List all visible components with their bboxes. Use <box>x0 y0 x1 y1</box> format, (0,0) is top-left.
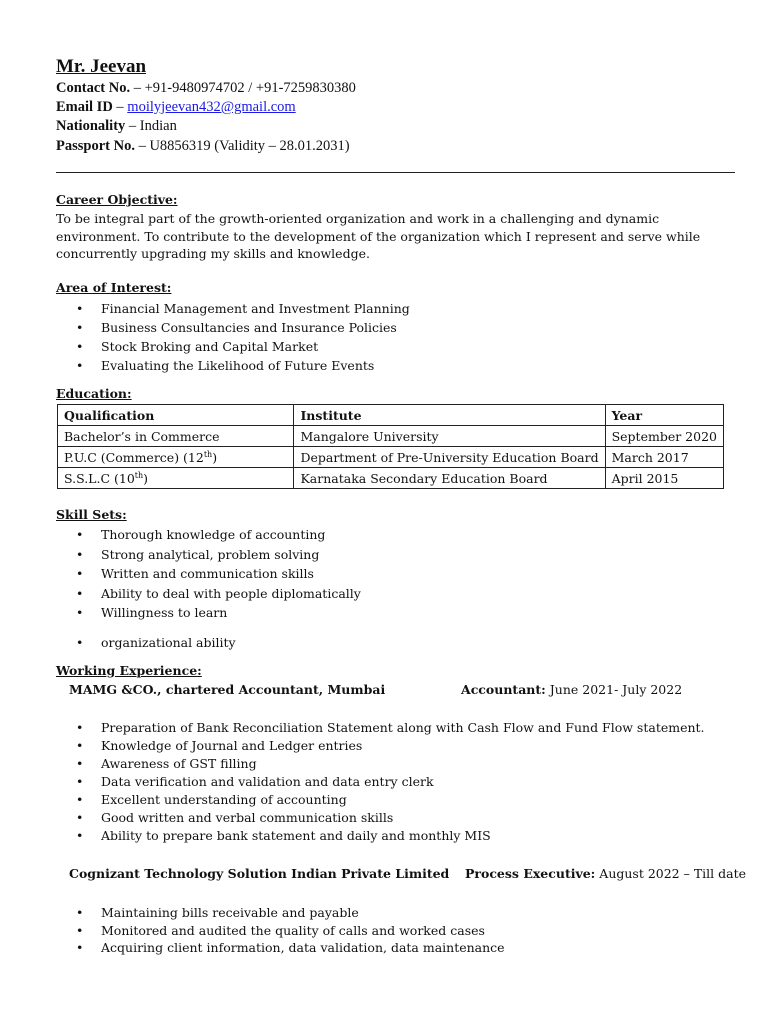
nationality-line <box>56 118 177 135</box>
job-period: June 2021- July 2022 <box>545 682 683 697</box>
email-link[interactable]: moilyjeevan432@gmail.com <box>127 99 296 115</box>
qualification-cell <box>58 426 294 447</box>
header-divider <box>56 172 735 173</box>
area-of-interest-heading: Area of Interest: <box>56 280 172 295</box>
contact-line <box>56 80 356 97</box>
email-separator: – <box>112 99 128 115</box>
email-line <box>56 99 296 116</box>
job-role <box>465 866 746 881</box>
table-row <box>58 468 724 489</box>
list-item: • organizational ability <box>56 633 236 652</box>
list-item: • Ability to deal with people diplomatically <box>56 584 361 604</box>
passport-line <box>56 138 350 155</box>
qualification-text: P.U.C (Commerce) (12 <box>64 449 204 465</box>
career-objective-heading: Career Objective: <box>56 192 178 207</box>
company-name: MAMG &CO., chartered Accountant, Mumbai <box>69 682 386 697</box>
interest-list <box>56 299 410 375</box>
job-company <box>69 866 449 881</box>
skills-list-extra <box>56 633 236 652</box>
job-period: August 2022 – Till date <box>595 866 747 881</box>
list-item: • Data verification and validation and data entry clerk <box>56 773 705 791</box>
column-header: Year <box>605 405 723 426</box>
passport-value: – U8856319 (Validity – 28.01.2031) <box>134 138 350 154</box>
list-item: • Acquiring client information, data validation, data maintenance <box>56 939 505 957</box>
list-item: • Excellent understanding of accounting <box>56 791 705 809</box>
table-header-row <box>58 405 724 426</box>
ordinal-superscript: th <box>203 449 213 459</box>
list-item: • Written and communication skills <box>56 564 361 584</box>
company-name: Cognizant Technology Solution Indian Private Limited <box>69 866 450 881</box>
working-experience-heading: Working Experience: <box>56 663 202 678</box>
candidate-name: Mr. Jeevan <box>56 56 147 77</box>
job-company <box>69 682 385 697</box>
list-item: • Financial Management and Investment Planning <box>56 299 410 318</box>
job-duties-list <box>56 904 505 957</box>
qualification-cell <box>58 447 294 468</box>
ordinal-superscript: th <box>134 470 144 480</box>
column-header: Institute <box>294 405 605 426</box>
role-label: Process Executive: <box>465 866 596 881</box>
institute-cell: Department of Pre-University Education Board <box>294 447 605 468</box>
year-cell: September 2020 <box>605 426 723 447</box>
year-cell: March 2017 <box>605 447 723 468</box>
list-item: • Business Consultancies and Insurance Policies <box>56 318 410 337</box>
list-item: • Maintaining bills receivable and payable <box>56 904 505 922</box>
list-item: • Thorough knowledge of accounting <box>56 525 361 545</box>
nationality-label: Nationality <box>56 118 126 134</box>
list-item: • Evaluating the Likelihood of Future Events <box>56 356 410 375</box>
list-item: • Good written and verbal communication skills <box>56 809 705 827</box>
skill-sets-heading: Skill Sets: <box>56 507 127 522</box>
list-item: • Willingness to learn <box>56 603 361 623</box>
qualification-tail: ) <box>143 470 149 486</box>
table-row <box>58 447 724 468</box>
job-role <box>461 682 682 697</box>
education-heading: Education: <box>56 386 132 401</box>
institute-cell: Mangalore University <box>294 426 605 447</box>
contact-value: – +91-9480974702 / +91-7259830380 <box>130 80 356 96</box>
list-item: • Ability to prepare bank statement and daily and monthly MIS <box>56 827 705 845</box>
contact-label: Contact No. <box>56 80 131 96</box>
list-item: • Preparation of Bank Reconciliation Statement along with Cash Flow and Fund Flow statement. <box>56 719 705 737</box>
table-row <box>58 426 724 447</box>
qualification-tail: ) <box>212 449 218 465</box>
list-item: • Stock Broking and Capital Market <box>56 337 410 356</box>
email-label: Email ID <box>56 99 113 115</box>
career-objective-text: To be integral part of the growth-oriented organization and work in a challenging and dynamic environment. To contribute to the development of the organization which I represent and serve while concurrently upgrading my skills and knowledge. <box>56 211 701 261</box>
qualification-text: S.S.L.C (10 <box>64 470 135 486</box>
nationality-value: – Indian <box>125 118 177 134</box>
year-cell: April 2015 <box>605 468 723 489</box>
qualification-cell <box>58 468 294 489</box>
column-header: Qualification <box>58 405 294 426</box>
job-duties-list <box>56 719 705 845</box>
qualification-text: Bachelor’s in Commerce <box>64 428 220 444</box>
role-label: Accountant: <box>461 682 546 697</box>
institute-cell: Karnataka Secondary Education Board <box>294 468 605 489</box>
list-item: • Awareness of GST filling <box>56 755 705 773</box>
skills-list <box>56 525 361 623</box>
list-item: • Strong analytical, problem solving <box>56 545 361 565</box>
list-item: • Knowledge of Journal and Ledger entries <box>56 737 705 755</box>
passport-label: Passport No. <box>56 138 135 154</box>
list-item: • Monitored and audited the quality of calls and worked cases <box>56 922 505 940</box>
education-table <box>57 404 724 489</box>
